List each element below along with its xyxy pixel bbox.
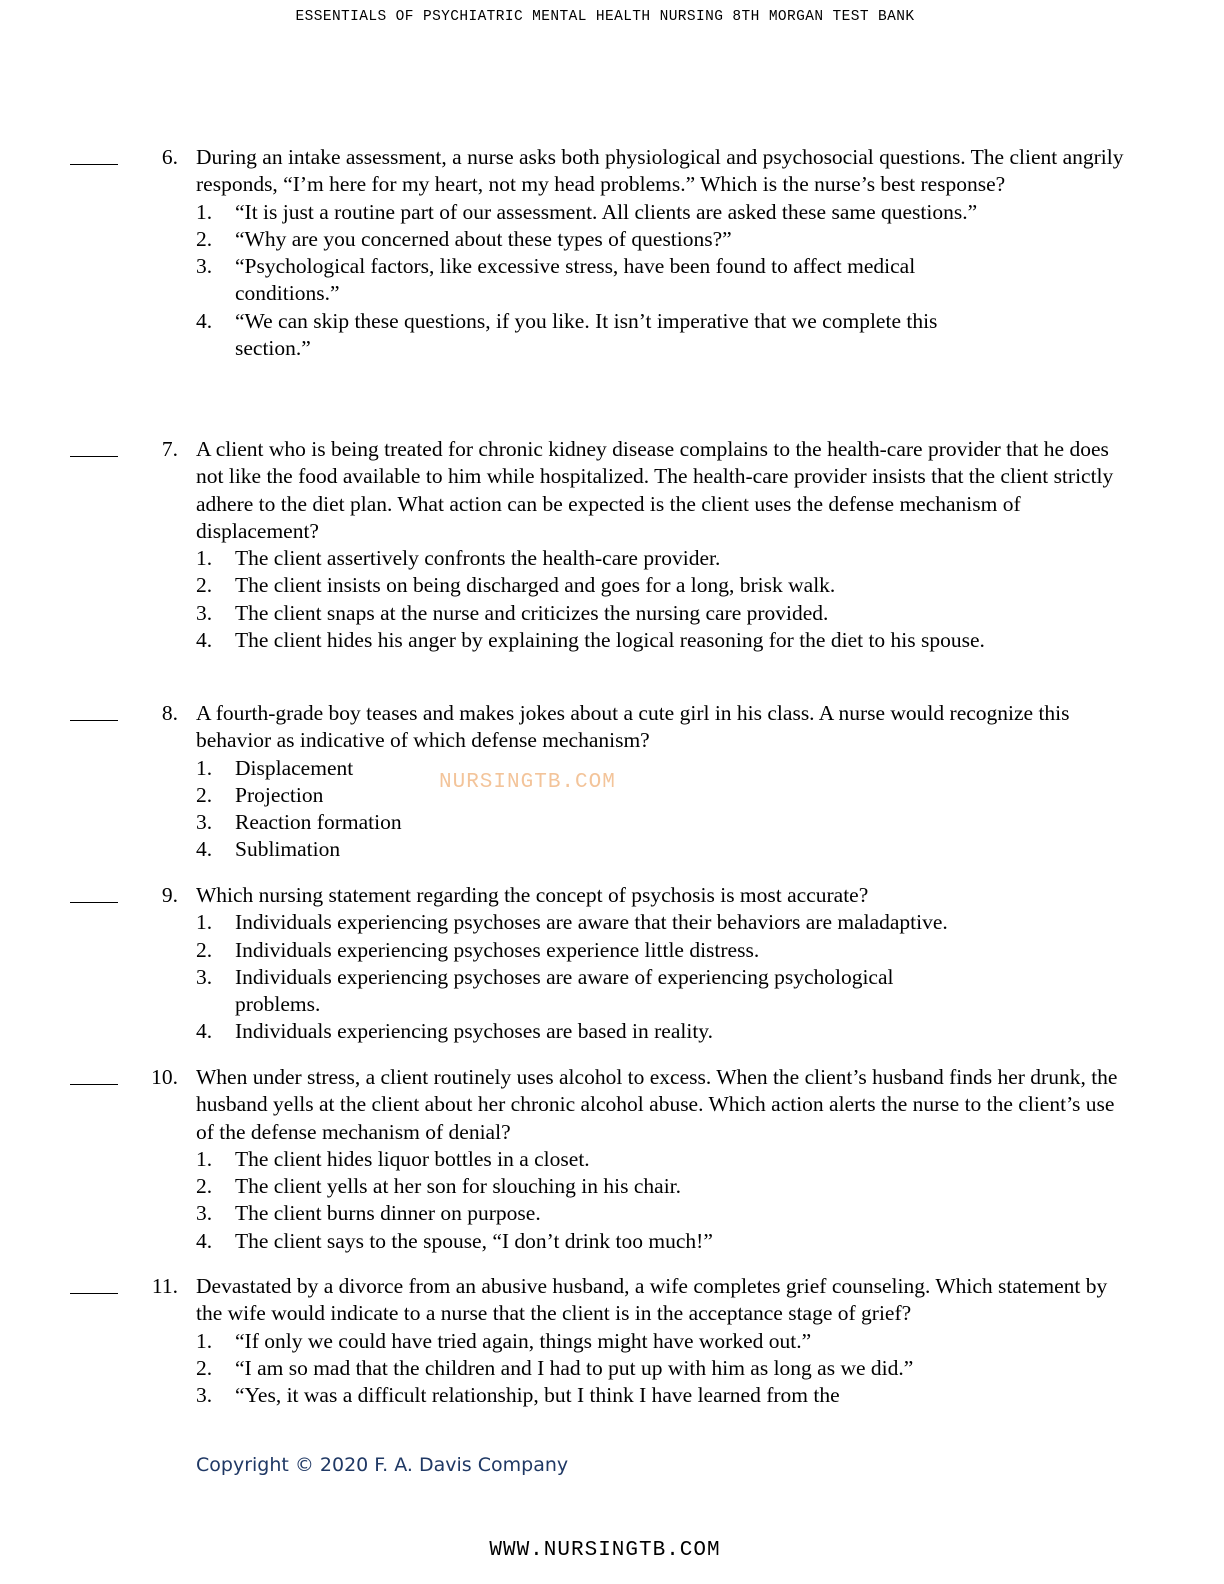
option-text: The client yells at her son for slouching in his chair. <box>235 1174 682 1199</box>
option-number: 4. <box>196 628 213 653</box>
answer-option <box>196 253 986 308</box>
option-text: Individuals experiencing psychoses are aware that their behaviors are maladaptive. <box>235 910 948 935</box>
answer-option <box>196 545 1006 572</box>
option-number: 3. <box>196 810 213 835</box>
option-number: 1. <box>196 1146 213 1171</box>
question-number: 9. <box>161 883 178 907</box>
option-number: 3. <box>196 1383 213 1408</box>
option-text: Individuals experiencing psychoses are based in reality. <box>235 1019 714 1044</box>
answer-blank[interactable] <box>70 700 118 721</box>
option-text: Displacement <box>235 755 354 780</box>
answer-option <box>196 600 1006 627</box>
option-number: 4. <box>196 1228 213 1253</box>
answer-option <box>196 1328 1016 1355</box>
question-stem: Devastated by a divorce from an abusive husband, a wife completes grief counseling. Which statement by the wife would indicate to a nurse that the client is in the acceptance stage of grief? <box>196 1274 1108 1326</box>
answer-options <box>196 545 1006 654</box>
answer-option <box>196 1018 1036 1045</box>
option-number: 3. <box>196 254 213 279</box>
question-stem: During an intake assessment, a nurse asks both physiological and psychosocial questions. The client angrily responds, “I’m here for my heart, not my head problems.” Which is the nurse’s best response? <box>196 145 1124 197</box>
option-text: Sublimation <box>235 837 341 862</box>
answer-blank[interactable] <box>70 144 118 165</box>
question-number: 8. <box>161 701 178 725</box>
watermark: NURSINGTB.COM <box>439 771 616 794</box>
option-text: “Why are you concerned about these types of questions?” <box>235 226 732 251</box>
answer-option <box>196 1228 986 1255</box>
option-number: 3. <box>196 964 213 989</box>
question-stem: Which nursing statement regarding the concept of psychosis is most accurate? <box>196 883 869 907</box>
option-number: 1. <box>196 755 213 780</box>
option-number: 2. <box>196 1355 213 1380</box>
answer-option <box>196 308 986 363</box>
option-text: The client burns dinner on purpose. <box>235 1201 541 1226</box>
option-number: 2. <box>196 782 213 807</box>
answer-option <box>196 226 986 253</box>
option-text: The client snaps at the nurse and criticizes the nursing care provided. <box>235 600 829 625</box>
option-text: Individuals experiencing psychoses are aware of experiencing psychological problems. <box>235 964 894 1017</box>
answer-blank[interactable] <box>70 1273 118 1294</box>
answer-option <box>196 1355 1016 1382</box>
option-number: 4. <box>196 308 213 333</box>
option-number: 1. <box>196 1328 213 1353</box>
option-text: Reaction formation <box>235 810 402 835</box>
question-number: 7. <box>161 437 178 461</box>
option-text: The client hides his anger by explaining the logical reasoning for the diet to his spouse. <box>235 628 985 653</box>
option-number: 1. <box>196 910 213 935</box>
option-text: “Psychological factors, like excessive stress, have been found to affect medical conditions.” <box>235 254 916 306</box>
question-stem: When under stress, a client routinely uses alcohol to excess. When the client’s husband finds her drunk, the husband yells at the client about her chronic alcohol abuse. Which action alerts the nurse to the client’s use of the defense mechanism of denial? <box>196 1065 1118 1144</box>
option-text: “I am so mad that the children and I had to put up with him as long as we did.” <box>235 1355 914 1380</box>
answer-blank[interactable] <box>70 1064 118 1085</box>
option-number: 2. <box>196 937 213 962</box>
answer-option <box>196 199 986 226</box>
option-number: 1. <box>196 199 213 224</box>
question-stem: A client who is being treated for chronic kidney disease complains to the health-care provider that he does not like the food available to him while hospitalized. The health-care provider insists that the client strictly adhere to the diet plan. What action can be expected is the client uses the defense mechanism of displacement? <box>196 437 1114 543</box>
answer-option <box>196 809 986 836</box>
copyright-notice: Copyright © 2020 F. A. Davis Company <box>196 1454 569 1476</box>
option-number: 2. <box>196 1174 213 1199</box>
answer-blank[interactable] <box>70 436 118 457</box>
answer-option <box>196 1200 986 1227</box>
answer-option <box>196 909 1036 936</box>
answer-option <box>196 836 986 863</box>
question-number: 11. <box>151 1274 178 1298</box>
option-text: The client hides liquor bottles in a closet. <box>235 1146 590 1171</box>
answer-options <box>196 1328 1016 1410</box>
answer-option <box>196 1173 986 1200</box>
answer-option <box>196 937 1036 964</box>
option-text: Projection <box>235 782 324 807</box>
option-text: The client insists on being discharged and goes for a long, brisk walk. <box>235 573 836 598</box>
answer-option <box>196 627 1006 654</box>
answer-options <box>196 199 986 363</box>
option-text: “It is just a routine part of our assessment. All clients are asked these same questions.” <box>235 199 978 224</box>
answer-option <box>196 1382 1016 1409</box>
question-stem: A fourth-grade boy teases and makes jokes about a cute girl in his class. A nurse would recognize this behavior as indicative of which defense mechanism? <box>196 701 1070 753</box>
answer-option <box>196 1146 986 1173</box>
answer-option <box>196 964 970 1019</box>
answer-options <box>196 909 1036 1045</box>
option-text: “We can skip these questions, if you like. It isn’t imperative that we complete this section.” <box>235 308 938 361</box>
option-text: The client assertively confronts the health-care provider. <box>235 546 721 571</box>
option-number: 3. <box>196 600 213 625</box>
option-number: 2. <box>196 573 213 598</box>
option-number: 4. <box>196 837 213 862</box>
answer-blank[interactable] <box>70 882 118 903</box>
answer-options <box>196 1146 986 1255</box>
answer-option <box>196 572 1006 599</box>
option-text: Individuals experiencing psychoses experience little distress. <box>235 937 760 962</box>
option-number: 2. <box>196 226 213 251</box>
question-number: 10. <box>151 1065 178 1089</box>
option-number: 1. <box>196 546 213 571</box>
footer-url: WWW.NURSINGTB.COM <box>489 1539 721 1562</box>
page-header: ESSENTIALS OF PSYCHIATRIC MENTAL HEALTH NURSING 8TH MORGAN TEST BANK <box>295 9 915 25</box>
option-number: 3. <box>196 1201 213 1226</box>
option-text: The client says to the spouse, “I don’t drink too much!” <box>235 1228 713 1253</box>
question-number: 6. <box>161 145 178 169</box>
option-text: “Yes, it was a difficult relationship, but I think I have learned from the <box>235 1383 840 1408</box>
option-number: 4. <box>196 1019 213 1044</box>
option-text: “If only we could have tried again, things might have worked out.” <box>235 1328 812 1353</box>
